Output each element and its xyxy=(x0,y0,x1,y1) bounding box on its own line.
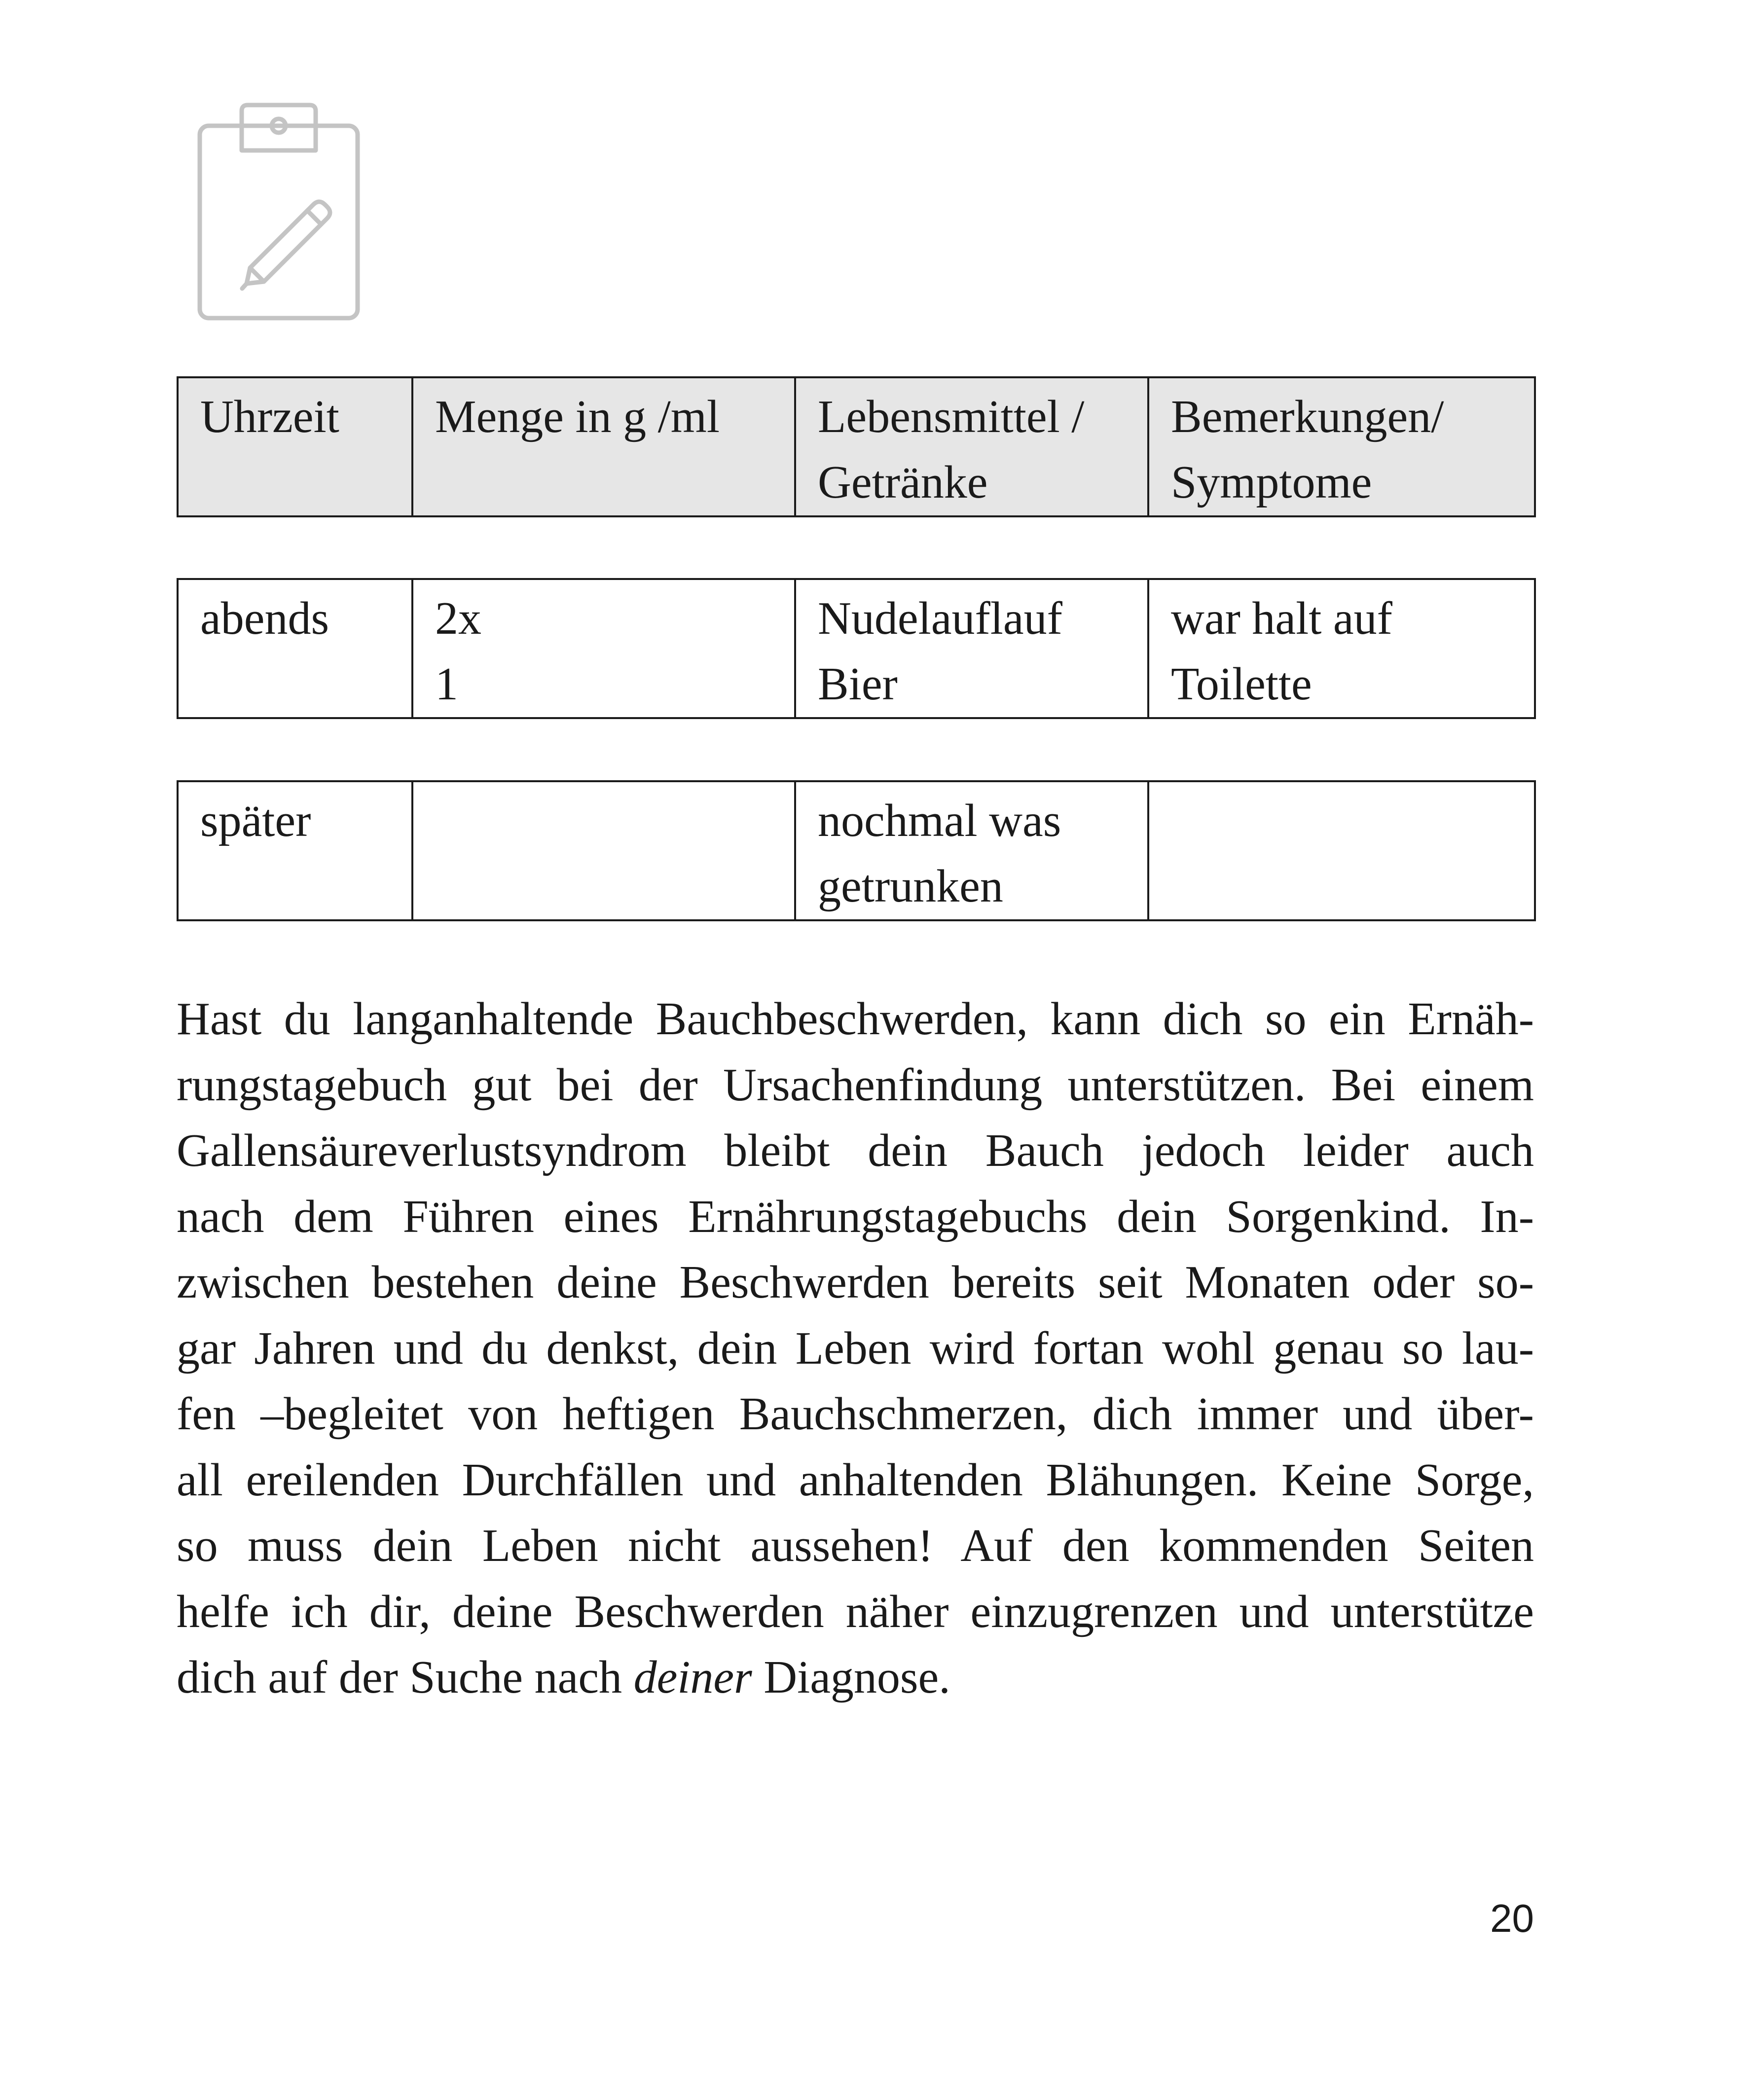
text-line: dich auf der Suche nach deiner Diagnose. xyxy=(177,1652,950,1703)
text-line: zwischen bestehen deine Beschwerden bereits seit Monaten oder so- xyxy=(177,1257,1534,1308)
body-paragraph xyxy=(177,986,1534,1711)
diary-entry-table xyxy=(177,578,1536,719)
text-line: gar Jahren und du denkst, dein Leben wird fortan wohl genau so lau- xyxy=(177,1322,1534,1374)
table-cell: Lebensmittel / Getränke xyxy=(795,377,1148,516)
table-row xyxy=(178,377,1535,516)
text-line: Gallensäureverlustsyndrom bleibt dein Bauch jedoch leider auch xyxy=(177,1125,1534,1176)
text-line: so muss dein Leben nicht aussehen! Auf den kommenden Seiten xyxy=(177,1520,1534,1571)
table-cell: Nudelauflauf Bier xyxy=(795,579,1148,718)
text-line: helfe ich dir, deine Beschwerden näher einzugrenzen und unterstütze xyxy=(177,1586,1534,1637)
table-cell: nochmal was getrunken xyxy=(795,781,1148,920)
text-line: Hast du langanhaltende Bauchbeschwerden, kann dich so ein Ernäh- xyxy=(177,993,1534,1045)
text-line: rungstagebuch gut bei der Ursachenfindung unterstützen. Bei einem xyxy=(177,1059,1534,1111)
table-cell: Menge in g /ml xyxy=(412,377,795,516)
text-line: fen –begleitet von heftigen Bauchschmerzen, dich immer und über- xyxy=(177,1388,1534,1440)
diary-header-table xyxy=(177,376,1536,517)
page-number: 20 xyxy=(1490,1896,1534,1940)
table-cell: war halt auf Toilette xyxy=(1148,579,1535,718)
diary-entry-table xyxy=(177,780,1536,921)
text-line: all ereilenden Durchfällen und anhaltenden Blähungen. Keine Sorge, xyxy=(177,1454,1534,1506)
table-cell: Uhrzeit xyxy=(178,377,412,516)
emphasis-text: deiner xyxy=(633,1652,752,1703)
table-cell: später xyxy=(178,781,412,920)
table-cell xyxy=(1148,781,1535,920)
table-row xyxy=(178,579,1535,718)
table-cell: 2x 1 xyxy=(412,579,795,718)
text-line: nach dem Führen eines Ernährungstagebuchs dein Sorgenkind. In- xyxy=(177,1191,1534,1242)
clipboard-pen-icon xyxy=(195,101,363,323)
table-cell: Bemerkungen/ Symptome xyxy=(1148,377,1535,516)
table-cell: abends xyxy=(178,579,412,718)
table-row xyxy=(178,781,1535,920)
table-cell xyxy=(412,781,795,920)
